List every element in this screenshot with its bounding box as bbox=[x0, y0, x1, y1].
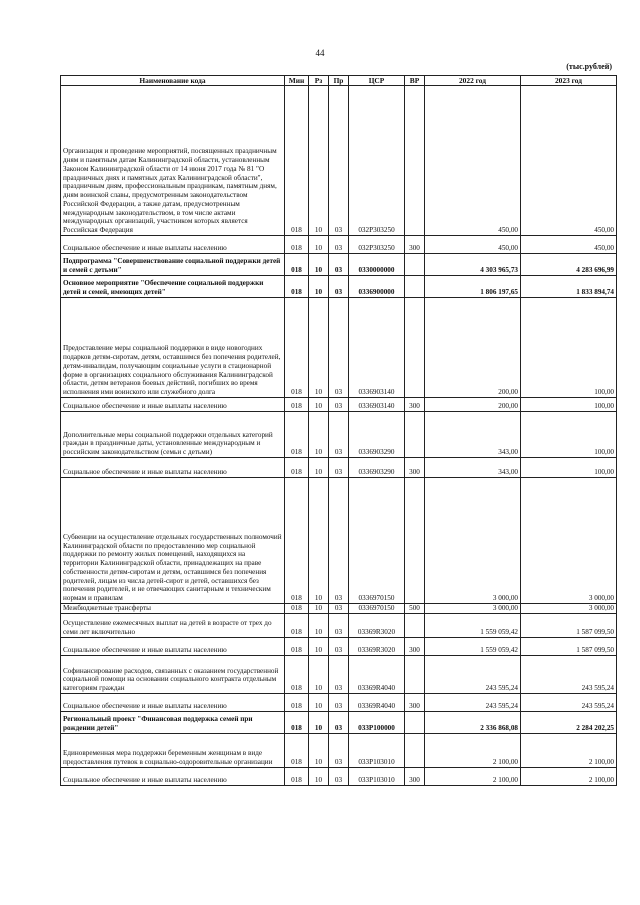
table-row bbox=[61, 614, 617, 638]
cell-2022: 2 336 868,08 bbox=[425, 712, 521, 734]
cell-csr: 032P303250 bbox=[349, 236, 405, 254]
cell-csr: 0336903290 bbox=[349, 458, 405, 478]
cell-min: 018 bbox=[285, 298, 309, 398]
col-header-name: Наименование кода bbox=[61, 76, 285, 86]
cell-csr: 03369R3020 bbox=[349, 638, 405, 656]
cell-min: 018 bbox=[285, 638, 309, 656]
table-row bbox=[61, 656, 617, 694]
cell-vr: 300 bbox=[405, 458, 425, 478]
cell-2023: 1 587 099,50 bbox=[521, 614, 617, 638]
table-row bbox=[61, 276, 617, 298]
table-row bbox=[61, 478, 617, 604]
cell-rz: 10 bbox=[309, 398, 329, 412]
cell-2023: 4 283 696,99 bbox=[521, 254, 617, 276]
table-row bbox=[61, 86, 617, 236]
cell-2022: 243 595,24 bbox=[425, 694, 521, 712]
cell-pr: 03 bbox=[329, 298, 349, 398]
cell-min: 018 bbox=[285, 694, 309, 712]
cell-pr: 03 bbox=[329, 398, 349, 412]
col-header-vr: ВР bbox=[405, 76, 425, 86]
cell-min: 018 bbox=[285, 398, 309, 412]
cell-vr bbox=[405, 86, 425, 236]
cell-pr: 03 bbox=[329, 412, 349, 458]
cell-rz: 10 bbox=[309, 236, 329, 254]
cell-2023: 100,00 bbox=[521, 398, 617, 412]
cell-min: 018 bbox=[285, 458, 309, 478]
table-row bbox=[61, 298, 617, 398]
cell-vr: 300 bbox=[405, 768, 425, 786]
cell-rz: 10 bbox=[309, 604, 329, 614]
cell-name: Социальное обеспечение и иные выплаты населению bbox=[61, 458, 285, 478]
cell-vr bbox=[405, 412, 425, 458]
cell-pr: 03 bbox=[329, 86, 349, 236]
cell-pr: 03 bbox=[329, 614, 349, 638]
cell-vr bbox=[405, 276, 425, 298]
cell-name: Региональный проект "Финансовая поддержка семей при рождении детей" bbox=[61, 712, 285, 734]
cell-csr: 0336900000 bbox=[349, 276, 405, 298]
cell-vr bbox=[405, 478, 425, 604]
cell-name: Социальное обеспечение и иные выплаты населению bbox=[61, 638, 285, 656]
cell-2022: 3 000,00 bbox=[425, 604, 521, 614]
table-row bbox=[61, 734, 617, 768]
col-header-rz: Рз bbox=[309, 76, 329, 86]
cell-rz: 10 bbox=[309, 656, 329, 694]
cell-min: 018 bbox=[285, 412, 309, 458]
cell-csr: 033P103010 bbox=[349, 734, 405, 768]
cell-rz: 10 bbox=[309, 298, 329, 398]
cell-2023: 100,00 bbox=[521, 298, 617, 398]
cell-2022: 1 559 059,42 bbox=[425, 614, 521, 638]
cell-min: 018 bbox=[285, 604, 309, 614]
cell-name: Софинансирование расходов, связанных с оказанием государственной социальной помощи на основании социального контракта отдельным категориям граждан bbox=[61, 656, 285, 694]
cell-csr: 03369R4040 bbox=[349, 656, 405, 694]
budget-table bbox=[60, 75, 617, 786]
col-header-2022: 2022 год bbox=[425, 76, 521, 86]
cell-min: 018 bbox=[285, 734, 309, 768]
cell-min: 018 bbox=[285, 276, 309, 298]
cell-csr: 0336903290 bbox=[349, 412, 405, 458]
cell-name: Социальное обеспечение и иные выплаты населению bbox=[61, 236, 285, 254]
cell-pr: 03 bbox=[329, 734, 349, 768]
cell-name: Осуществление ежемесячных выплат на детей в возрасте от трех до семи лет включительно bbox=[61, 614, 285, 638]
cell-pr: 03 bbox=[329, 694, 349, 712]
cell-name: Социальное обеспечение и иные выплаты населению bbox=[61, 768, 285, 786]
cell-rz: 10 bbox=[309, 734, 329, 768]
cell-name: Единовременная мера поддержки беременным женщинам в виде предоставления путевок в социально-оздоровительные организации bbox=[61, 734, 285, 768]
cell-min: 018 bbox=[285, 768, 309, 786]
cell-name: Подпрограмма "Совершенствование социальной поддержки детей и семей с детьми" bbox=[61, 254, 285, 276]
cell-2023: 100,00 bbox=[521, 412, 617, 458]
cell-min: 018 bbox=[285, 254, 309, 276]
cell-name: Дополнительные меры социальной поддержки отдельных категорий граждан в праздничные даты, установленные международным и российским законодательством (семьи с детьми) bbox=[61, 412, 285, 458]
table-row bbox=[61, 412, 617, 458]
cell-vr bbox=[405, 656, 425, 694]
cell-vr: 300 bbox=[405, 638, 425, 656]
cell-csr: 0336970150 bbox=[349, 478, 405, 604]
cell-rz: 10 bbox=[309, 638, 329, 656]
table-header-row bbox=[61, 76, 617, 86]
cell-rz: 10 bbox=[309, 614, 329, 638]
table-row bbox=[61, 694, 617, 712]
cell-csr: 033P103010 bbox=[349, 768, 405, 786]
cell-csr: 0336903140 bbox=[349, 298, 405, 398]
cell-pr: 03 bbox=[329, 478, 349, 604]
cell-2023: 243 595,24 bbox=[521, 694, 617, 712]
table-row bbox=[61, 398, 617, 412]
cell-pr: 03 bbox=[329, 768, 349, 786]
cell-csr: 032P303250 bbox=[349, 86, 405, 236]
cell-2022: 200,00 bbox=[425, 298, 521, 398]
cell-2022: 200,00 bbox=[425, 398, 521, 412]
cell-2023: 243 595,24 bbox=[521, 656, 617, 694]
cell-min: 018 bbox=[285, 656, 309, 694]
cell-vr: 300 bbox=[405, 236, 425, 254]
cell-2022: 2 100,00 bbox=[425, 768, 521, 786]
table-row bbox=[61, 712, 617, 734]
cell-2022: 1 806 197,65 bbox=[425, 276, 521, 298]
cell-pr: 03 bbox=[329, 712, 349, 734]
cell-name: Межбюджетные трансферты bbox=[61, 604, 285, 614]
cell-vr bbox=[405, 712, 425, 734]
cell-name: Организация и проведение мероприятий, посвященных праздничным дням и памятным датам Калининградской области, установленным Законом Калининградской области от 14 июня 2017 года № 81 "О праздничных днях и памятных датах Калининградской области", праздничным дням, профессиональным праздникам, памятным дням, дням воинской славы, предусмотренным законодательством Российской Федерации, а также датам, предусмотренным международным законодательством, в том числе актами международных организаций, участником которых является Российская Федерация bbox=[61, 86, 285, 236]
cell-2023: 1 833 894,74 bbox=[521, 276, 617, 298]
cell-name: Предоставление меры социальной поддержки в виде новогодних подарков детям-сиротам, детям, оставшимся без попечения родителей, детям-инвалидам, получающим социальные услуги в стационарной форме в организациях социального обслуживания Калининградской области, детям ветеранов боевых действий, погибших во время исполнения ими воинского или служебного долга bbox=[61, 298, 285, 398]
table-row bbox=[61, 254, 617, 276]
cell-2023: 2 100,00 bbox=[521, 734, 617, 768]
cell-vr: 500 bbox=[405, 604, 425, 614]
cell-rz: 10 bbox=[309, 458, 329, 478]
cell-rz: 10 bbox=[309, 712, 329, 734]
cell-pr: 03 bbox=[329, 638, 349, 656]
cell-2023: 2 284 202,25 bbox=[521, 712, 617, 734]
units-label: (тыс.рублей) bbox=[566, 62, 612, 71]
cell-vr: 300 bbox=[405, 398, 425, 412]
table-body bbox=[61, 86, 617, 786]
cell-csr: 0336970150 bbox=[349, 604, 405, 614]
cell-2022: 3 000,00 bbox=[425, 478, 521, 604]
cell-csr: 0336903140 bbox=[349, 398, 405, 412]
cell-pr: 03 bbox=[329, 604, 349, 614]
table-row bbox=[61, 604, 617, 614]
cell-vr bbox=[405, 298, 425, 398]
cell-rz: 10 bbox=[309, 254, 329, 276]
cell-2022: 4 303 965,73 bbox=[425, 254, 521, 276]
cell-2023: 450,00 bbox=[521, 86, 617, 236]
cell-2022: 243 595,24 bbox=[425, 656, 521, 694]
cell-2022: 450,00 bbox=[425, 236, 521, 254]
cell-csr: 03369R3020 bbox=[349, 614, 405, 638]
cell-2023: 450,00 bbox=[521, 236, 617, 254]
cell-vr: 300 bbox=[405, 694, 425, 712]
col-header-pr: Пр bbox=[329, 76, 349, 86]
cell-pr: 03 bbox=[329, 276, 349, 298]
cell-2023: 100,00 bbox=[521, 458, 617, 478]
cell-vr bbox=[405, 254, 425, 276]
cell-name: Основное мероприятие "Обеспечение социальной поддержки детей и семей, имеющих детей" bbox=[61, 276, 285, 298]
cell-2023: 2 100,00 bbox=[521, 768, 617, 786]
cell-csr: 0330000000 bbox=[349, 254, 405, 276]
cell-csr: 03369R4040 bbox=[349, 694, 405, 712]
cell-min: 018 bbox=[285, 236, 309, 254]
cell-name: Социальное обеспечение и иные выплаты населению bbox=[61, 398, 285, 412]
cell-min: 018 bbox=[285, 86, 309, 236]
cell-csr: 033P100000 bbox=[349, 712, 405, 734]
col-header-2023: 2023 год bbox=[521, 76, 617, 86]
cell-2022: 343,00 bbox=[425, 458, 521, 478]
cell-name: Социальное обеспечение и иные выплаты населению bbox=[61, 694, 285, 712]
table-row bbox=[61, 768, 617, 786]
cell-name: Субвенции на осуществление отдельных государственных полномочий Калининградской области по предоставлению мер социальной поддержки по ремонту жилых помещений, находящихся на территории Калининградской области, принадлежащих на праве собственности детям-сиротам и детям, оставшимся без попечения родителей, лицам из числа детей-сирот и детей, оставшихся без попечения родителей, и не отвечающих санитарным и техническим нормам и правилам bbox=[61, 478, 285, 604]
table-row bbox=[61, 458, 617, 478]
cell-pr: 03 bbox=[329, 236, 349, 254]
cell-min: 018 bbox=[285, 712, 309, 734]
table-row bbox=[61, 638, 617, 656]
cell-2023: 3 000,00 bbox=[521, 604, 617, 614]
cell-2022: 1 559 059,42 bbox=[425, 638, 521, 656]
cell-2022: 450,00 bbox=[425, 86, 521, 236]
cell-min: 018 bbox=[285, 478, 309, 604]
cell-pr: 03 bbox=[329, 458, 349, 478]
cell-rz: 10 bbox=[309, 412, 329, 458]
page-number: 44 bbox=[315, 48, 325, 58]
cell-rz: 10 bbox=[309, 768, 329, 786]
cell-vr bbox=[405, 614, 425, 638]
table-row bbox=[61, 236, 617, 254]
cell-pr: 03 bbox=[329, 254, 349, 276]
cell-vr bbox=[405, 734, 425, 768]
cell-rz: 10 bbox=[309, 694, 329, 712]
col-header-min: Мин bbox=[285, 76, 309, 86]
cell-min: 018 bbox=[285, 614, 309, 638]
cell-rz: 10 bbox=[309, 86, 329, 236]
cell-rz: 10 bbox=[309, 276, 329, 298]
cell-2023: 3 000,00 bbox=[521, 478, 617, 604]
cell-rz: 10 bbox=[309, 478, 329, 604]
cell-pr: 03 bbox=[329, 656, 349, 694]
cell-2023: 1 587 099,50 bbox=[521, 638, 617, 656]
cell-2022: 2 100,00 bbox=[425, 734, 521, 768]
cell-2022: 343,00 bbox=[425, 412, 521, 458]
col-header-csr: ЦСР bbox=[349, 76, 405, 86]
